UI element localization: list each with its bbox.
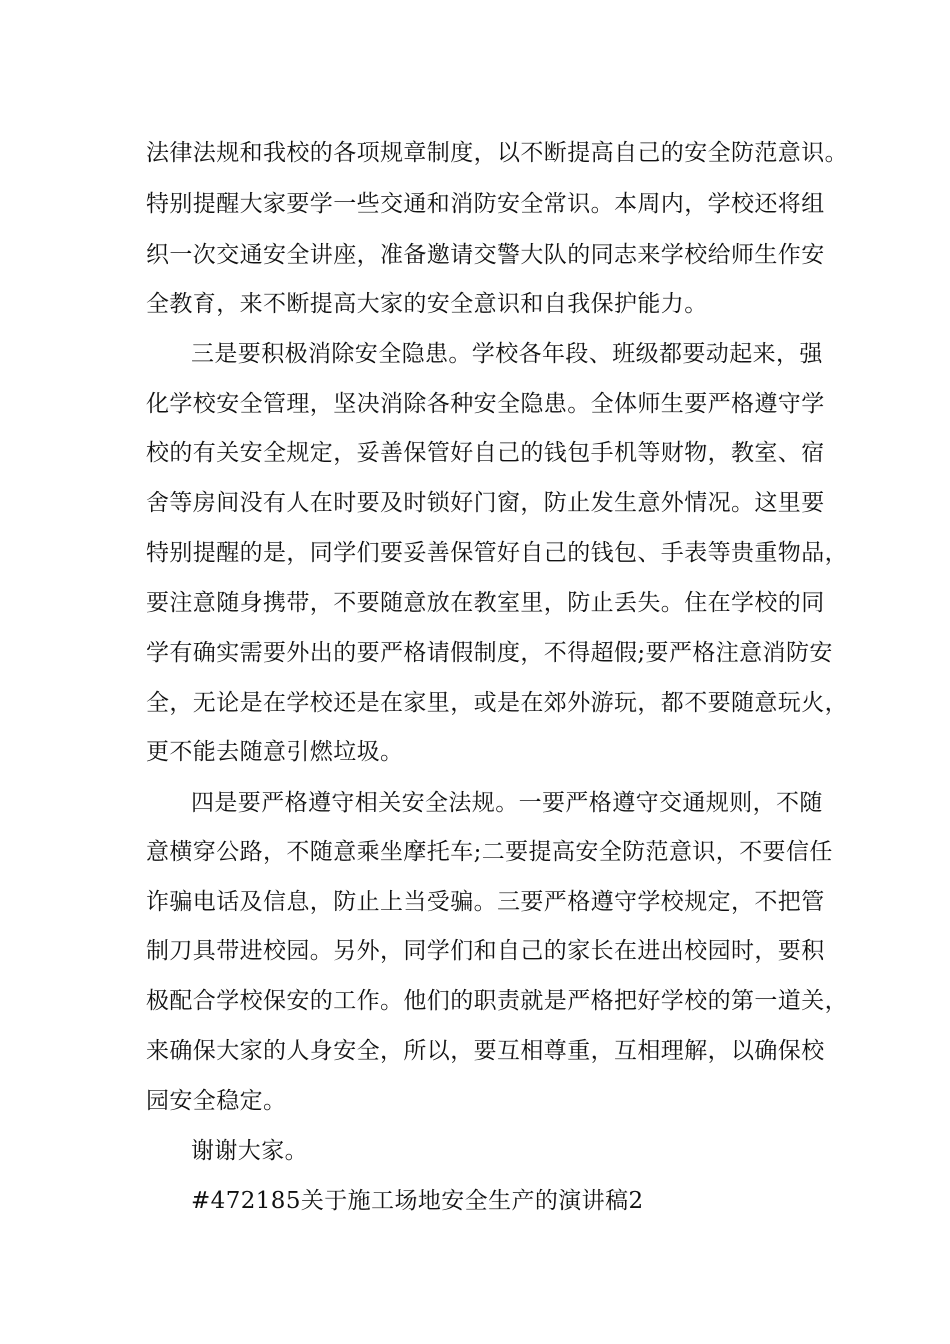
text-line: 极配合学校保安的工作。他们的职责就是严格把好学校的第一道关， xyxy=(146,988,848,1014)
text-line: 诈骗电话及信息，防止上当受骗。三要严格遵守学校规定，不把管 xyxy=(146,889,825,915)
text-line: 园安全稳定。 xyxy=(146,1088,287,1114)
paragraph-start-line: 四是要严格遵守相关安全法规。一要严格遵守交通规则，不随 xyxy=(191,790,823,816)
text-line: 法律法规和我校的各项规章制度，以不断提高自己的安全防范意识。 xyxy=(146,140,848,166)
text-line: 校的有关安全规定，妥善保管好自己的钱包手机等财物，教室、宿 xyxy=(146,440,825,466)
next-article-title: #472185关于施工场地安全生产的演讲稿2 xyxy=(191,1188,644,1214)
text-line: 织一次交通安全讲座，准备邀请交警大队的同志来学校给师生作安 xyxy=(146,242,825,268)
text-line: 来确保大家的人身安全，所以，要互相尊重，互相理解，以确保校 xyxy=(146,1038,825,1064)
text-line: 化学校安全管理，坚决消除各种安全隐患。全体师生要严格遵守学 xyxy=(146,391,825,417)
text-line: 全教育，来不断提高大家的安全意识和自我保护能力。 xyxy=(146,291,708,317)
text-line: 更不能去随意引燃垃圾。 xyxy=(146,739,404,765)
closing-thanks: 谢谢大家。 xyxy=(191,1138,308,1164)
text-line: 制刀具带进校园。另外，同学们和自己的家长在进出校园时，要积 xyxy=(146,938,825,964)
text-line: 学有确实需要外出的要严格请假制度，不得超假;要严格注意消防安 xyxy=(146,640,833,666)
paragraph-start-line: 三是要积极消除安全隐患。学校各年段、班级都要动起来，强 xyxy=(191,341,823,367)
text-line: 意横穿公路，不随意乘坐摩托车;二要提高安全防范意识，不要信任 xyxy=(146,839,833,865)
text-line: 舍等房间没有人在时要及时锁好门窗，防止发生意外情况。这里要 xyxy=(146,490,825,516)
text-line: 特别提醒的是，同学们要妥善保管好自己的钱包、手表等贵重物品， xyxy=(146,540,848,566)
text-line: 特别提醒大家要学一些交通和消防安全常识。本周内，学校还将组 xyxy=(146,191,825,217)
text-line: 要注意随身携带，不要随意放在教室里，防止丢失。住在学校的同 xyxy=(146,590,825,616)
text-line: 全，无论是在学校还是在家里，或是在郊外游玩，都不要随意玩火， xyxy=(146,690,848,716)
